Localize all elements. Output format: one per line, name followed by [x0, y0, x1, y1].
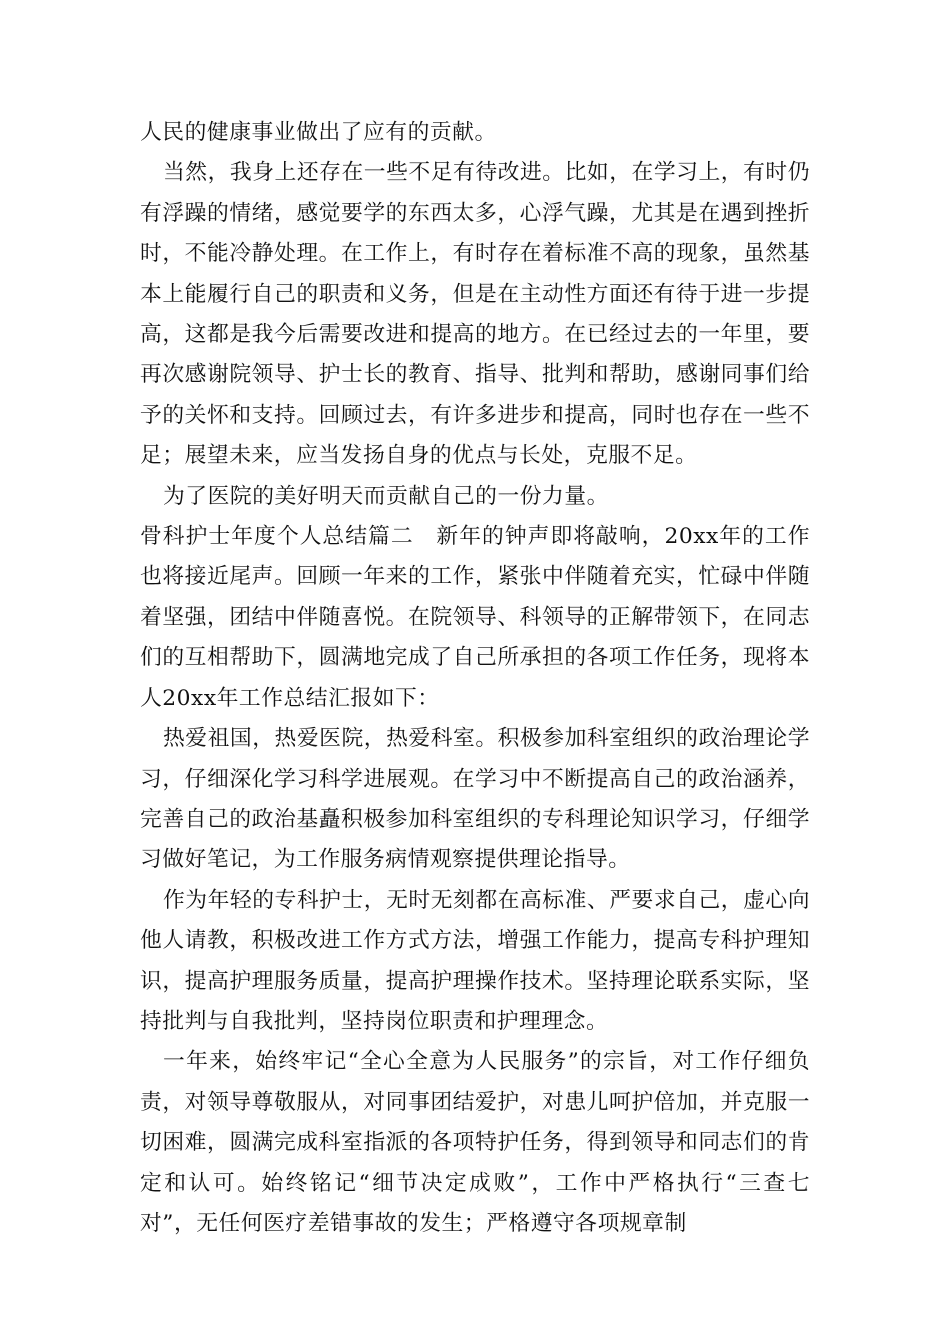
paragraph-closing: 为了医院的美好明天而贡献自己的一份力量。 — [163, 483, 609, 509]
paragraph-service-attitude: 一年来，始终牢记“全心全意为人民服务”的宗旨，对工作仔细负责，对领导尊敬服从，对同事团结爱护，对患儿呵护倍加，并克服一切困难，圆满完成科室指派的各项特护任务，得到领导和同志们的肯定和认可。始终铭记“细节决定成败”，工作中严格执行“三查七对”，无任何医疗差错事故的发生；严格遵守各项规章制 — [140, 1049, 810, 1236]
paragraph-continuation: 人民的健康事业做出了应有的贡献。 — [140, 120, 497, 145]
paragraph-professional-growth: 作为年轻的专科护士，无时无刻都在高标准、严要求自己，虚心向他人请教，积极改进工作方式方法，增强工作能力，提高专科护理知识，提高护理服务质量，提高护理操作技术。坚持理论联系实际，坚持批判与自我批判，坚持岗位职责和护理理念。 — [140, 887, 810, 1034]
document-body — [140, 113, 810, 1244]
paragraph-section-two-intro: 骨科护士年度个人总结篇二 新年的钟声即将敲响，20xx年的工作也将接近尾声。回顾一年来的工作，紧张中伴随着充实，忙碌中伴随着坚强，团结中伴随喜悦。在院领导、科领导的正解带领下，在同志们的互相帮助下，圆满地完成了自己所承担的各项工作任务，现将本人20xx年工作总结汇报如下： — [140, 524, 810, 711]
paragraph-political-study: 热爱祖国，热爱医院，热爱科室。积极参加科室组织的政治理论学习，仔细深化学习科学进展观。在学习中不断提高自己的政治涵养，完善自己的政治基矗积极参加科室组织的专科理论知识学习，仔细学习做好笔记，为工作服务病情观察提供理论指导。 — [140, 726, 810, 873]
paragraph-shortcomings: 当然，我身上还存在一些不足有待改进。比如，在学习上，有时仍有浮躁的情绪，感觉要学的东西太多，心浮气躁，尤其是在遇到挫折时，不能冷静处理。在工作上，有时存在着标准不高的现象，虽然基本上能履行自己的职责和义务，但是在主动性方面还有待于进一步提高，这都是我今后需要改进和提高的地方。在已经过去的一年里，要再次感谢院领导、护士长的教育、指导、批判和帮助，感谢同事们给予的关怀和支持。回顾过去，有许多进步和提高，同时也存在一些不足；展望未来，应当发扬自身的优点与长处，克服不足。 — [140, 160, 810, 469]
